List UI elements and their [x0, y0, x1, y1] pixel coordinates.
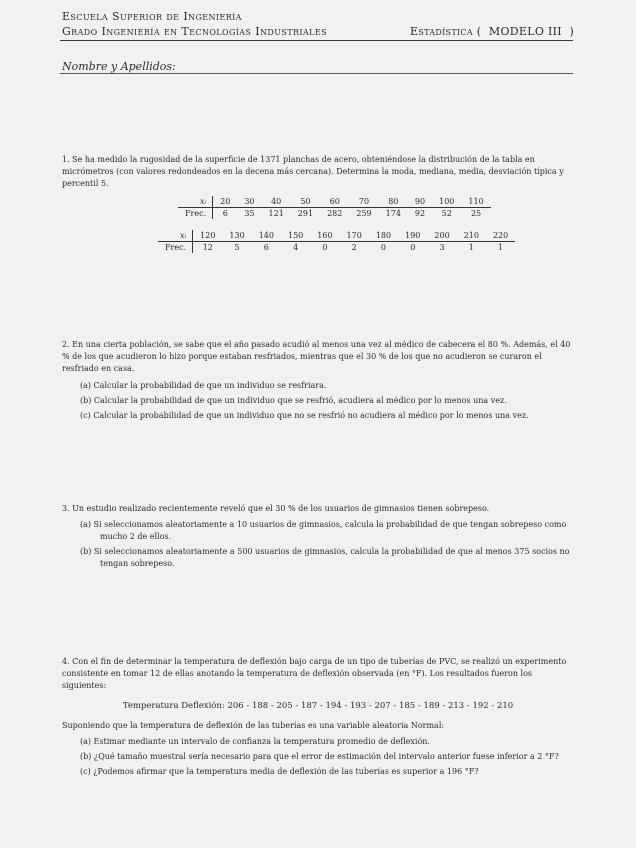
table-cell: 1 — [498, 243, 504, 252]
question-2b: (b) Calcular la probabilidad de que un individuo que se resfrió, acudiera al médico por lo menos una vez. — [80, 396, 507, 405]
table-cell: 0 — [410, 243, 416, 252]
subject-model: Estadística ( MODELO III ) — [410, 25, 575, 38]
table-cell: 190 — [398, 230, 427, 242]
question-4-text: 4. Con el fin de determinar la temperatura de deflexión bajo carga de un tipo de tuberías de PVC, se realizó un experimento consistente en tomar 12 de ellas anotando la temperatura de deflexión observada (en °F). Los resultados fueron los siguientes: — [62, 657, 567, 690]
table-cell: 210 — [457, 230, 486, 242]
table-cell: 3 — [439, 243, 445, 252]
table-row-x — [158, 230, 515, 242]
question-2a: (a) Calcular la probabilidad de que un individuo se resfriara. — [80, 381, 327, 390]
row-label-x: xᵢ — [178, 196, 213, 208]
table-cell: 121 — [268, 209, 284, 218]
question-4-intro: Suponiendo que la temperatura de deflexión de las tuberías es una variable aleatoria Normal: — [62, 721, 445, 730]
table-cell: 80 — [379, 196, 408, 208]
table-cell: 174 — [385, 209, 401, 218]
question-3 — [62, 503, 574, 570]
question-3a: (a) Si seleccionamos aleatoriamente a 10 usuarios de gimnasios, calcula la probabilidad de que tengan sobrepeso como mucho 2 de ellos. — [80, 520, 567, 541]
row-label-freq: Frec. — [178, 208, 213, 220]
question-3-text: 3. Un estudio realizado recientemente reveló que el 30 % de los usuarios de gimnasios tienen sobrepeso. — [62, 504, 490, 513]
table-cell: 291 — [297, 209, 314, 218]
table-cell: 140 — [252, 230, 281, 242]
question-4-data: Temperatura Deflexión: 206 - 188 - 205 - 187 - 194 - 193 - 207 - 185 - 189 - 213 - 192 - 210 — [122, 701, 514, 711]
table-cell: 0 — [380, 243, 387, 252]
table-cell: 150 — [281, 230, 310, 242]
table-cell: 90 — [408, 196, 432, 208]
table-row-x — [178, 196, 491, 208]
table-cell: 110 — [461, 196, 490, 208]
row-label-x: xᵢ — [158, 230, 193, 242]
question-1-text: 1. Se ha medido la rugosidad de la superficie de 1371 planchas de acero, obteniéndose la distribución de la tabla en micrómetros (con valores redondeados en la decena más cercana). Determina la moda, mediana, media, desviación típica y percentil 5. — [62, 155, 564, 188]
table-cell: 30 — [237, 196, 261, 208]
table-cell: 130 — [222, 230, 251, 242]
question-4 — [62, 656, 574, 778]
table-cell: 0 — [322, 243, 328, 252]
table-cell: 160 — [310, 230, 339, 242]
frequency-table-2 — [158, 230, 515, 253]
table-cell: 282 — [327, 209, 343, 218]
table-cell: 180 — [369, 230, 398, 242]
question-2c: (c) Calcular la probabilidad de que un individuo que no se resfrió no acudiera al médico por lo menos una vez. — [80, 411, 529, 420]
question-2-text: 2. En una cierta población, se sabe que el año pasado acudió al menos una vez al médico de cabecera el 80 %. Además, el 40 % de los que acudieron lo hizo porque estaban resfriados, mientras que el 30 % de los que no acudieron se curaron el resfriado en casa. — [62, 340, 571, 373]
question-4c: (c) ¿Podemos afirmar que la temperatura media de deflexión de las tuberías es superior a 196 °F? — [80, 767, 479, 776]
frequency-table-1 — [178, 196, 491, 219]
school-name: Escuela Superior de Ingeniería — [62, 10, 242, 23]
table-cell: 6 — [222, 209, 228, 218]
question-1 — [62, 154, 574, 190]
table-cell: 200 — [427, 230, 456, 242]
table-cell: 1 — [468, 243, 474, 252]
table-cell: 12 — [202, 243, 213, 252]
table-cell: 4 — [293, 243, 299, 252]
name-line — [60, 73, 573, 74]
question-4b: (b) ¿Qué tamaño muestral sería necesario para que el error de estimación del intervalo anterior fuese inferior a 2 °F? — [80, 752, 559, 761]
table-cell: 2 — [351, 243, 357, 252]
name-label: Nombre y Apellidos: — [62, 60, 176, 73]
table-cell: 60 — [320, 196, 349, 208]
table-cell: 70 — [349, 196, 378, 208]
table-cell: 5 — [234, 243, 240, 252]
question-3b: (b) Si seleccionamos aleatoriamente a 500 usuarios de gimnasios, calcula la probabilidad de que al menos 375 socios no tengan sobrepeso. — [80, 547, 570, 568]
question-4a: (a) Estimar mediante un intervalo de confianza la temperatura promedio de deflexión. — [80, 737, 430, 746]
table-cell: 259 — [356, 209, 372, 218]
table-cell: 100 — [432, 196, 461, 208]
table-cell: 6 — [263, 243, 269, 252]
row-label-freq: Frec. — [158, 242, 193, 254]
table-cell: 220 — [486, 230, 515, 242]
table-cell: 40 — [262, 196, 291, 208]
header-rule — [60, 40, 573, 41]
table-row-freq — [158, 242, 515, 254]
table-cell: 35 — [244, 209, 255, 218]
table-cell: 170 — [340, 230, 369, 242]
table-cell: 52 — [441, 209, 452, 218]
table-row-freq — [178, 208, 491, 220]
table-cell: 25 — [470, 209, 482, 218]
question-2 — [62, 339, 574, 422]
table-cell: 92 — [414, 209, 426, 218]
table-cell: 120 — [193, 230, 223, 242]
table-cell: 50 — [291, 196, 320, 208]
degree-name: Grado Ingeniería en Tecnologías Industriales — [62, 25, 327, 38]
table-cell: 20 — [213, 196, 238, 208]
